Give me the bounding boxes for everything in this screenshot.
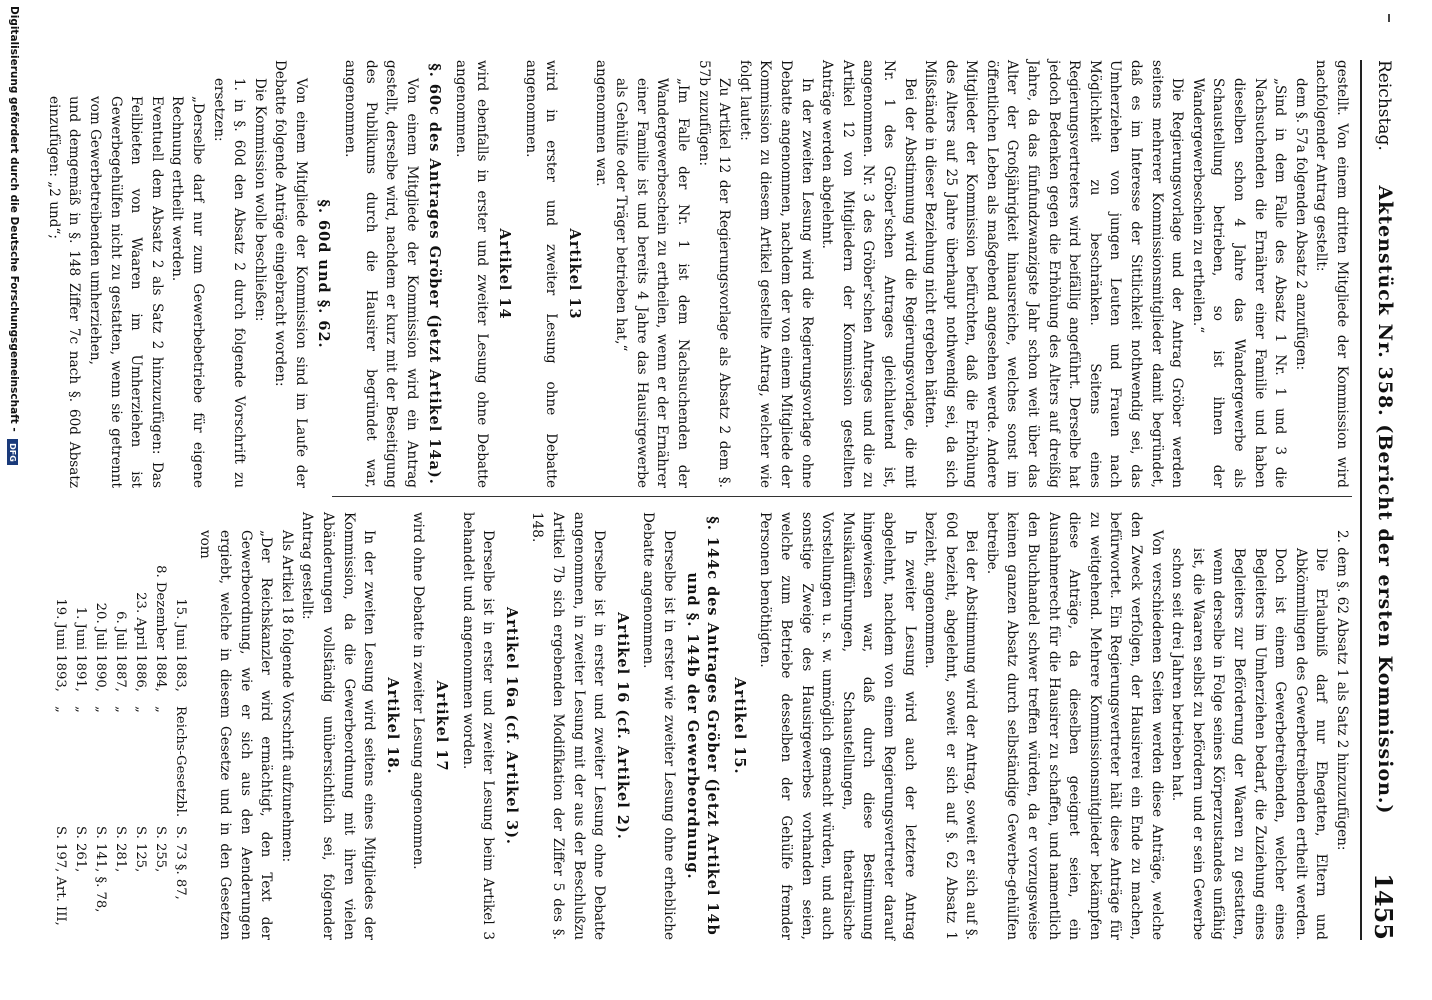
law-table-row bbox=[90, 542, 110, 940]
paragraph: Derselbe ist in erster und zweiter Lesung ohne Debatte angenommen, in zweiter Lesung mit der aus der Beschlußzu Artikel 7b sich ergebenden Modifikation der Ziffer 5 des §. 148. bbox=[529, 512, 608, 940]
paragraph: Derselbe ist in erster und zweiter Lesung beim Artikel 3 behandelt und angenommen worden. bbox=[459, 512, 497, 940]
law-page: S. 197, Art. III, bbox=[52, 826, 68, 926]
left-column bbox=[43, 60, 1352, 488]
law-source: „ bbox=[72, 706, 88, 713]
paragraph: Die Erlaubniß darf nur Ehegatten, Eltern und Abkömmlingen des Gewerbetreibenden ertheilt werden. Doch ist einem Gewerbetreibenden, welcher eines Begleiters im Umherziehen bedarf, die Zuziehung eines Begleiters zur Beförderung der Waaren zu gestatten, wenn derselbe in Folge seines Körperzustandes unfähig ist, die Waaren selbst zu befördern und er sein Gewerbe schon seit drei Jahren betrieben hat. bbox=[1169, 548, 1330, 940]
law-source: „ bbox=[152, 706, 168, 713]
law-source: „ bbox=[92, 706, 108, 713]
paragraph: angenommen war. bbox=[592, 60, 609, 187]
dfg-logo-icon: DFG bbox=[7, 439, 18, 465]
law-date: 8. Dezember 1884, bbox=[152, 565, 168, 692]
law-date: 23. April 1886, bbox=[132, 592, 148, 692]
paragraph: wird in erster und zweiter Lesung ohne Debatte angenommen. bbox=[522, 60, 560, 488]
paragraph: „Im Falle der Nr. 1 ist dem Nachsuchenden der Wandergewerbeschein zu ertheilen, wenn er der Ernährer einer Familie ist und bereits 4 Jahre das Hausirgewerbe als Gehülfe oder Träger betrieben hat,“ bbox=[613, 78, 691, 488]
margin-mark bbox=[1388, 14, 1390, 22]
law-source: „ bbox=[132, 706, 148, 713]
section-heading: §. 144c des Antrages Gröber (jetzt Artikel 14b und §. 144b der Gewerbeordnung. bbox=[683, 516, 722, 936]
law-gazette-table bbox=[50, 542, 190, 940]
column-divider bbox=[332, 496, 1352, 497]
law-table-row bbox=[50, 542, 70, 940]
header-title: Aktenstück Nr. 358. (Bericht der ersten Kommission.) bbox=[1374, 185, 1396, 815]
paragraph: 1. in §. 60d den Absatz 2 durch folgende Vorschrift zu ersetzen: bbox=[210, 78, 248, 488]
section-heading: Artikel 15. bbox=[730, 677, 748, 775]
paragraph: und demgemäß in §. 148 Ziffer 7c nach §. 60d Absatz einzufügen: „2 und“; bbox=[45, 96, 83, 488]
paragraph: gestellt. Von einem dritten Mitgliede der Kommission wird nachfolgender Antrag gestellt: bbox=[1313, 60, 1350, 488]
law-date: 19. Juni 1893, bbox=[52, 598, 68, 692]
paragraph: wird ebenfalls in erster und zweiter Lesung ohne Debatte angenommen. bbox=[453, 60, 490, 488]
law-date: 1. Juni 1891, bbox=[72, 606, 88, 692]
law-source: „ bbox=[52, 706, 68, 713]
paragraph: Bei der Abstimmung wird der Antrag, soweit er sich auf §. 60d bezieht, abgelehnt, soweit er sich auf §. 62 Absatz 1 bezieht, angenommen. bbox=[922, 512, 980, 940]
section-heading: §. 60d und §. 62. bbox=[315, 199, 333, 349]
right-column bbox=[44, 512, 1352, 940]
law-source: Reichs-Gesetzbl. bbox=[172, 706, 188, 818]
paragraph: In der zweiten Lesung wird die Regierungsvorlage ohne Debatte angenommen, nachdem der von einem Mitgliede der Kommission zu diesem Artikel gestellte Antrag, welcher wie folgt lautet: bbox=[736, 60, 815, 488]
section-heading: Artikel 16 (cf. Artikel 2). bbox=[613, 612, 631, 840]
paragraph: wird ohne Debatte in zweiter Lesung angenommen. bbox=[410, 512, 427, 870]
digitization-credit bbox=[7, 6, 20, 465]
section-heading: Artikel 14 bbox=[496, 228, 514, 320]
paragraph: „Derselbe darf nur zum Gewerbebetriebe für eigene Rechnung ertheilt werden. bbox=[169, 96, 206, 488]
credit-text: Digitalisierung gefördert durch die Deutsche Forschungsgemeinschaft - bbox=[8, 6, 20, 432]
paragraph: Von einem Mitgliede der Kommission sind im Laufe der Debatte folgende Anträge eingebracht worden: bbox=[272, 60, 309, 488]
law-table-row bbox=[110, 542, 130, 940]
law-date: 15. Juni 1883, bbox=[172, 598, 188, 692]
section-heading: §. 60c des Antrages Gröber (jetzt Artikel 14a). bbox=[426, 63, 444, 485]
section-heading: Artikel 13 bbox=[566, 228, 584, 320]
law-page: S. 141, §. 78, bbox=[92, 826, 108, 913]
paragraph: dem §. 57a folgenden Absatz 2 anzufügen: bbox=[1292, 78, 1309, 371]
section-heading: Artikel 18. bbox=[383, 677, 401, 775]
law-page: S. 261, bbox=[72, 826, 88, 873]
page-header bbox=[1366, 60, 1402, 940]
law-date: 6. Juli 1887, bbox=[112, 611, 128, 692]
law-date: 20. Juli 1890, bbox=[92, 602, 108, 692]
paragraph: In der zweiten Lesung wird seitens eines Mitgliedes der Kommission, da die Gewerbeordnung mit ihren vielen Abänderungen vollständig unübersichtlich sei, folgender Antrag gestellt: bbox=[299, 512, 378, 940]
law-source: „ bbox=[112, 706, 128, 713]
law-page: S. 255, bbox=[152, 826, 168, 873]
law-page: S. 125, bbox=[132, 826, 148, 873]
law-page: S. 73 §. 87, bbox=[172, 826, 188, 900]
paragraph: „Sind in dem Falle des Absatz 1 Nr. 1 und 3 die Nachsuchenden die Ernährer einer Familie und haben dieselben schon 4 Jahre das Wandergewerbe als Schaustellung betrieben, so ist ihnen der Wandergewerbeschein zu ertheilen.“ bbox=[1189, 78, 1289, 488]
law-table-row bbox=[130, 542, 150, 940]
paragraph: Die Regierungsvorlage und der Antrag Gröber werden seitens mehrerer Kommissionsmitglieder damit begründet, daß es im Interesse der Sittlichkeit nothwendig sei, das Umherziehen von jungen Leuten und Frauen nach Möglichkeit zu beschränken. Seitens eines Regierungsvertreters wird beifällig angeführt. Derselbe hat jedoch Bedenken gegen die Erhöhung des Alters auf dreißig Jahre, da das fünfundzwanzigste Jahr schon weit über das Alter der Großjährigkeit hinausreiche, welches sonst im öffentlichen Leben als maßgebend angesehen werde. Andere Mitglieder der Kommission befürchten, daß die Erhöhung des Alters auf 25 Jahre überhaupt nothwendig sei, da sich Mißstände in dieser Beziehung nicht ergeben hätten. bbox=[922, 60, 1186, 488]
paragraph: In zweiter Lesung wird auch der letztere Antrag abgelehnt, nachdem von einem Regierungsvertreter darauf hingewiesen war, daß durch diese Bestimmung Musikaufführungen, Schaustellungen, theatralische Vorstellungen u. s. w. unmöglich gemacht würden, und auch sonstige Zweige des Hausirgewerbes vorhanden seien, welche zum Betriebe desselben der Gehülfe fremder Personen benöthigten. bbox=[757, 512, 918, 940]
right-column-text bbox=[194, 512, 1352, 940]
paragraph: Von einem Mitgliede der Kommission wird ein Antrag gestellt, derselbe wird, nachdem er kurz mit der Beseitigung des Publikums durch die Hausirer begründet war, angenommen. bbox=[342, 60, 420, 488]
law-table-row bbox=[70, 542, 90, 940]
page-number: 1455 bbox=[1369, 873, 1398, 940]
paragraph: Die Kommission wolle beschließen: bbox=[251, 78, 268, 322]
law-page: S. 281, bbox=[112, 826, 128, 873]
header-rule bbox=[1360, 60, 1362, 940]
paragraph: Eventuell dem Absatz 2 als Satz 2 hinzuzufügen: Das Feilbieten von Waaren im Umherziehen ist Gewerbegehülfen nicht zu gestatten, wenn sie getrennt vom Gewerbetreibenden umherziehen, bbox=[86, 96, 165, 488]
paragraph: Als Artikel 18 folgende Vorschrift aufzunehmen: bbox=[278, 530, 295, 863]
header-left: Reichstag. bbox=[1374, 60, 1394, 151]
paragraph: „Der Reichskanzler wird ermächtigt, den Text der Gewerbeordnung, wie er sich aus den Aenderungen ergiebt, welche in diesem Gesetze und in den Gesetzen vom bbox=[196, 530, 275, 940]
paragraph: Von verschiedenen Seiten werden diese Anträge, welche den Zweck verfolgen, der Hausirerei ein Ende zu machen, befürwortet. Ein Regierungsvertreter hält diese Anträge für zu weitgehend. Mehrere Kommissionsmitglieder bekämpfen diese Anträge, da dieselben geeignet seien, ein Ausnahmerecht für die Hausirer zu schaffen, und namentlich den Buchhandel schwer treffen würden, da er vorzugsweise keinen ganzen Absatz durch selbständige Gewerbe-gehülfen betreibe. bbox=[983, 512, 1165, 940]
law-table-row bbox=[170, 542, 190, 940]
paragraph: Derselbe ist in erster wie zweiter Lesung ohne erhebliche Debatte angenommen. bbox=[640, 512, 677, 940]
law-table-row bbox=[150, 542, 170, 940]
paragraph: Zu Artikel 12 der Regierungsvorlage als Absatz 2 dem §. 57b zuzufügen: bbox=[695, 60, 733, 488]
paragraph: 2. dem §. 62 Absatz 1 als Satz 2 hinzuzufügen: bbox=[1334, 530, 1350, 851]
paragraph: Bei der Abstimmung wird die Regierungsvorlage, die mit Nr. 1 des Gröber'schen Antrages gleichlautend ist, angenommen. Nr. 3 des Gröber'schen Antrages und die zu Artikel 12 von Mitgliedern der Kommission gestellten Anträge werden abgelehnt. bbox=[819, 60, 918, 488]
section-heading: Artikel 17 bbox=[433, 680, 451, 772]
section-heading: Artikel 16a (cf. Artikel 3). bbox=[502, 607, 520, 845]
